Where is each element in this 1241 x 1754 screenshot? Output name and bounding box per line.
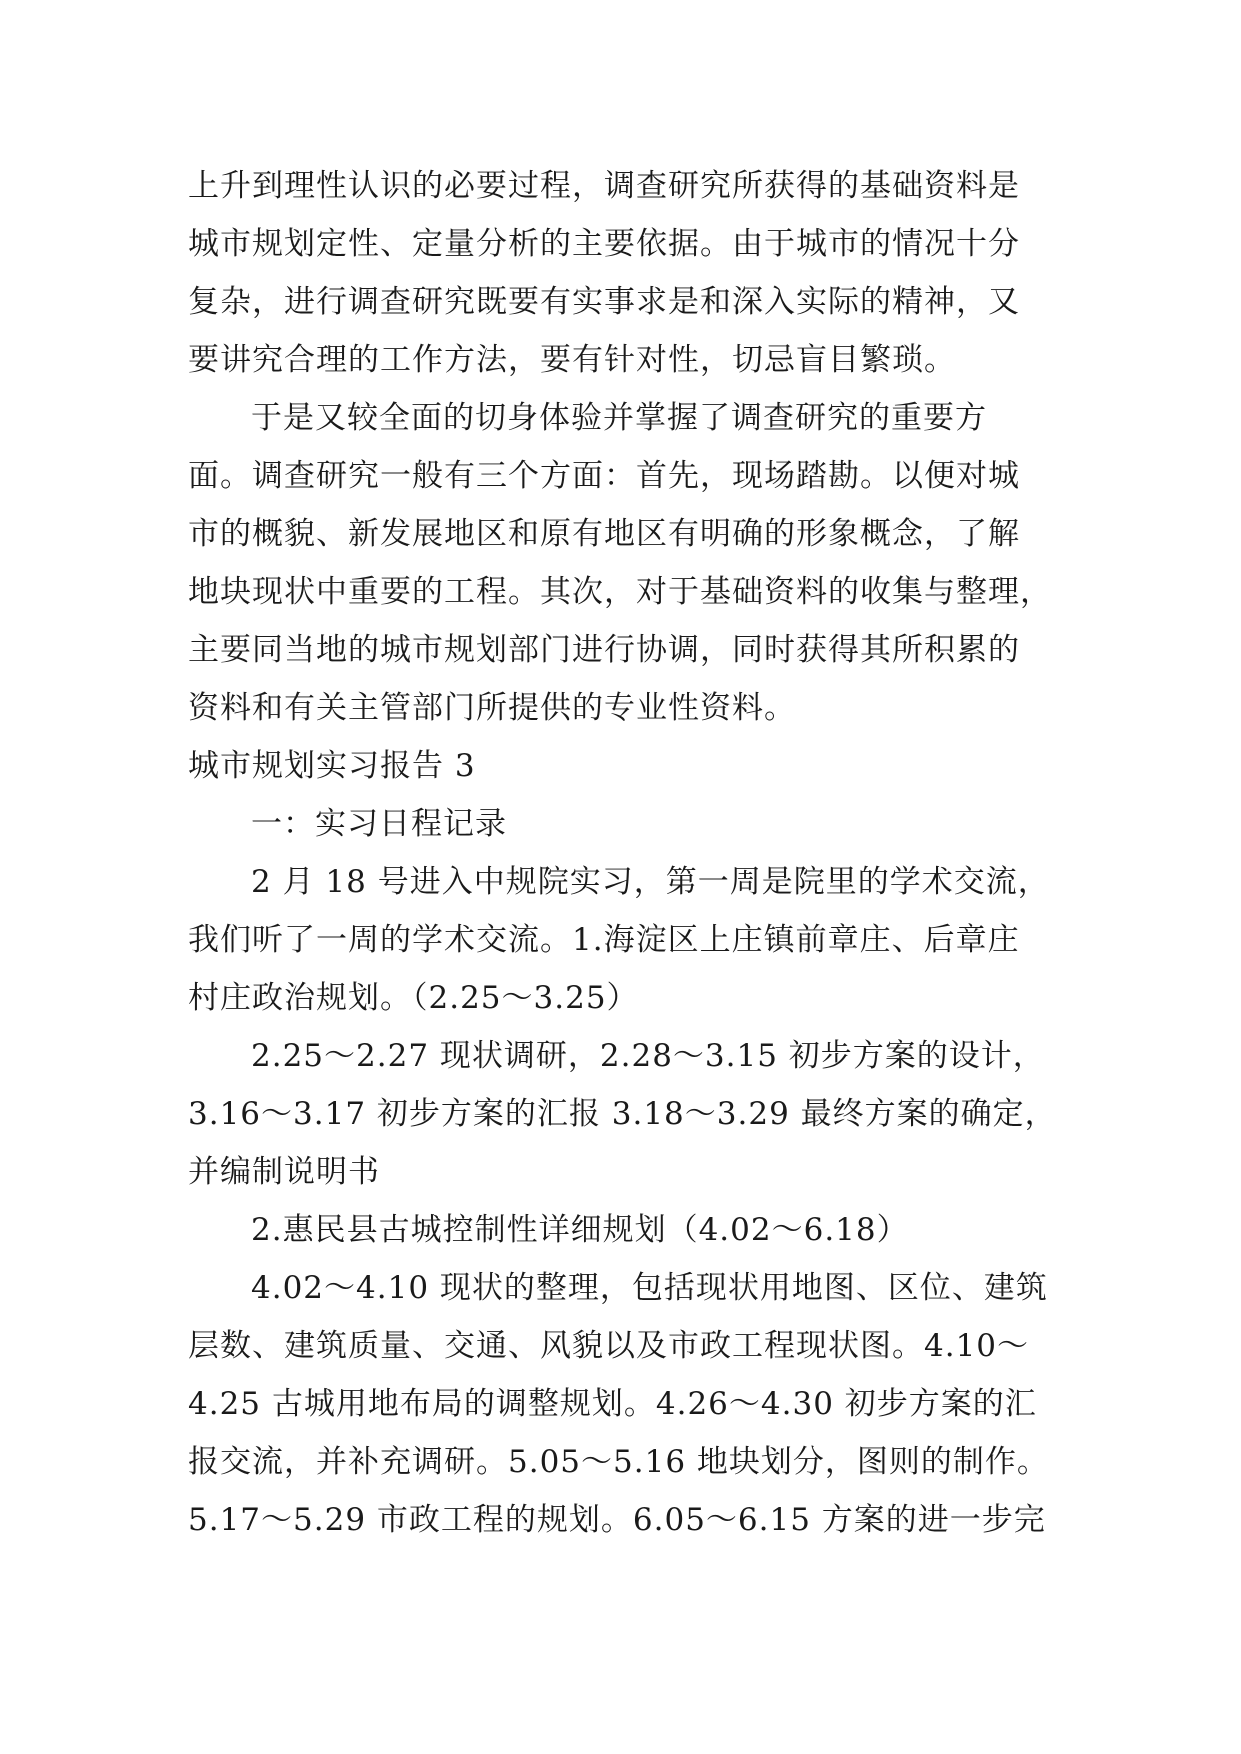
paragraph-line-24: 5.17～5.29 市政工程的规划。6.05～6.15 方案的进一步完 xyxy=(188,1502,1046,1538)
paragraph-line-16: 2.25～2.27 现状调研，2.28～3.15 初步方案的设计， xyxy=(251,1038,1045,1074)
paragraph-line-21: 层数、建筑质量、交通、风貌以及市政工程现状图。4.10～ xyxy=(188,1328,1030,1364)
paragraph-line-2: 城市规划定性、定量分析的主要依据。由于城市的情况十分 xyxy=(188,226,1020,262)
paragraph-line-9: 主要同当地的城市规划部门进行协调，同时获得其所积累的 xyxy=(188,632,1020,668)
paragraph-line-20: 4.02～4.10 现状的整理，包括现状用地图、区位、建筑 xyxy=(251,1270,1048,1306)
paragraph-line-23: 报交流，并补充调研。5.05～5.16 地块划分，图则的制作。 xyxy=(188,1444,1049,1480)
subheading: 一：实习日程记录 xyxy=(251,806,507,842)
paragraph-line-19: 2.惠民县古城控制性详细规划（4.02～6.18） xyxy=(251,1212,909,1248)
paragraph-line-14: 我们听了一周的学术交流。1.海淀区上庄镇前章庄、后章庄 xyxy=(188,922,1020,958)
paragraph-line-6: 面。调查研究一般有三个方面：首先，现场踏勘。以便对城 xyxy=(188,458,1020,494)
paragraph-line-3: 复杂，进行调查研究既要有实事求是和深入实际的精神，又 xyxy=(188,284,1020,320)
paragraph-line-17: 3.16～3.17 初步方案的汇报 3.18～3.29 最终方案的确定， xyxy=(188,1096,1057,1132)
paragraph-line-4: 要讲究合理的工作方法，要有针对性，切忌盲目繁琐。 xyxy=(188,342,956,378)
paragraph-line-7: 市的概貌、新发展地区和原有地区有明确的形象概念，了解 xyxy=(188,516,1020,552)
paragraph-line-15: 村庄政治规划。（2.25～3.25） xyxy=(188,980,639,1016)
paragraph-line-1: 上升到理性认识的必要过程，调查研究所获得的基础资料是 xyxy=(188,168,1020,204)
paragraph-line-13: 2 月 18 号进入中规院实习，第一周是院里的学术交流， xyxy=(251,864,1050,900)
paragraph-line-18: 并编制说明书 xyxy=(188,1154,380,1190)
paragraph-line-5: 于是又较全面的切身体验并掌握了调查研究的重要方 xyxy=(251,400,987,436)
paragraph-line-22: 4.25 古城用地布局的调整规划。4.26～4.30 初步方案的汇 xyxy=(188,1386,1037,1422)
section-heading: 城市规划实习报告 3 xyxy=(188,748,476,784)
paragraph-line-10: 资料和有关主管部门所提供的专业性资料。 xyxy=(188,690,796,726)
paragraph-line-8: 地块现状中重要的工程。其次，对于基础资料的收集与整理， xyxy=(188,574,1052,610)
